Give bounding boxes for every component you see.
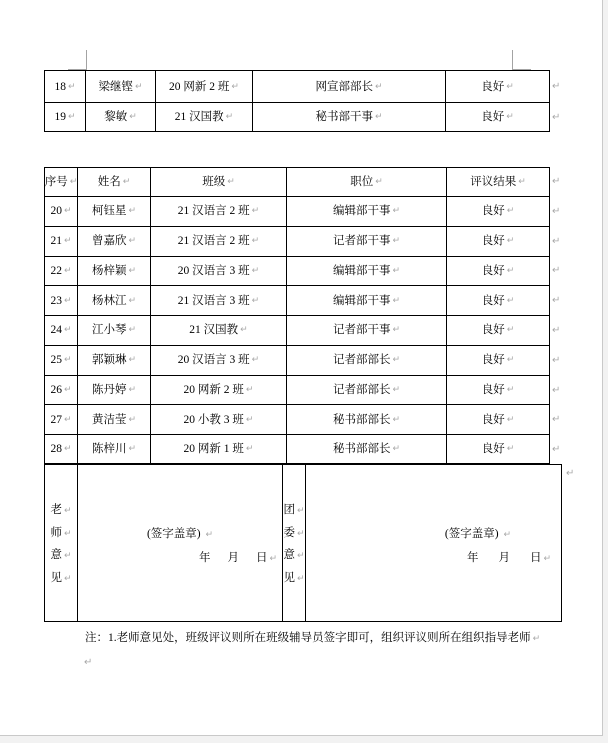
paragraph-mark-icon: ↵ [227, 177, 235, 187]
paragraph-mark-icon: ↵ [296, 506, 305, 516]
paragraph-mark-icon: ↵ [251, 265, 260, 276]
cell-no[interactable] [45, 286, 78, 316]
table-row [45, 257, 549, 287]
header-name-text: 姓名 [97, 176, 121, 188]
paragraph-mark-icon: ↵ [129, 112, 137, 122]
cell-class-text: 20 小教 3 班 [183, 413, 244, 426]
cell-class[interactable] [156, 103, 253, 131]
paragraph-mark-icon: ↵ [543, 554, 551, 564]
date-line [78, 551, 282, 566]
cell-result[interactable] [447, 435, 549, 463]
header-class-text: 班级 [202, 176, 226, 188]
cell-name[interactable] [78, 227, 151, 257]
cell-no-text: 25 [50, 354, 62, 367]
cell-name[interactable] [78, 316, 151, 346]
cell-result[interactable] [447, 316, 549, 346]
cell-result-text: 良好 [481, 324, 505, 337]
cell-class-text: 20 网新 2 班 [183, 383, 244, 396]
cell-name-text: 江小琴 [91, 324, 127, 337]
cell-name-text: 黄洁莹 [91, 413, 127, 426]
cell-position-text: 编辑部干事 [332, 294, 391, 307]
cell-position-text: 编辑部干事 [332, 264, 391, 277]
cell-position[interactable] [287, 227, 447, 257]
table-opinions [44, 464, 562, 622]
cell-no-text: 21 [50, 235, 62, 248]
cell-result[interactable] [447, 376, 549, 406]
cell-position-text: 秘书部部长 [332, 413, 391, 426]
table-row [45, 197, 549, 227]
paragraph-mark-icon: ↵ [63, 528, 72, 539]
teacher-opinion-area[interactable] [78, 465, 283, 621]
paragraph-mark-icon: ↵ [134, 81, 143, 92]
cell-position-text: 记者部部长 [332, 383, 391, 396]
row-end-mark-icon: ↵ [552, 384, 561, 396]
text-boundary-mark-right-icon [512, 50, 531, 70]
note-label: 注：1.老师意见处，班级评议则所在班级辅导员签字即可，组织评议则所在组织指导老师 [85, 632, 531, 644]
table-row [45, 103, 549, 131]
cell-class[interactable] [151, 316, 287, 346]
cell-position[interactable] [287, 435, 447, 463]
cell-name[interactable] [78, 197, 151, 227]
cell-class-text: 21 汉语言 2 班 [177, 205, 250, 218]
paragraph-mark-icon: ↵ [392, 355, 401, 366]
paragraph-mark-icon: ↵ [518, 177, 526, 187]
cell-result[interactable] [446, 103, 549, 131]
paragraph-mark-icon: ↵ [251, 236, 260, 247]
paragraph-mark-icon: ↵ [375, 177, 383, 187]
paragraph-mark-icon: ↵ [63, 551, 72, 561]
cell-name[interactable] [78, 257, 151, 287]
cell-name[interactable] [78, 376, 151, 406]
cell-result[interactable] [447, 405, 549, 435]
paragraph-mark-icon: ↵ [245, 384, 254, 395]
cell-no[interactable] [45, 376, 78, 406]
paragraph-mark-icon: ↵ [63, 325, 72, 336]
paragraph-mark-icon: ↵ [269, 554, 277, 564]
paragraph-mark-icon: ↵ [392, 295, 401, 306]
cell-name[interactable] [78, 286, 151, 316]
cell-position[interactable] [287, 405, 447, 435]
paragraph-mark-icon: ↵ [506, 325, 515, 336]
cell-position[interactable] [287, 197, 447, 227]
paragraph-mark-icon: ↵ [506, 414, 515, 425]
cell-position[interactable] [287, 316, 447, 346]
cell-name-text: 陈梓川 [91, 443, 127, 455]
cell-class-text: 20 汉语言 3 班 [177, 264, 250, 277]
row-end-mark-icon: ↵ [552, 235, 561, 247]
cell-name-text: 曾嘉欣 [91, 235, 127, 248]
cell-name-text: 杨梓颖 [91, 264, 127, 277]
cell-class[interactable] [151, 405, 287, 435]
cell-result[interactable] [446, 71, 549, 103]
cell-no[interactable] [45, 346, 78, 376]
cell-no-text: 22 [50, 264, 62, 277]
cell-class-text: 21 汉语言 2 班 [177, 235, 250, 248]
date-2: 日 [529, 552, 542, 564]
cell-result-text: 良好 [481, 111, 505, 123]
paragraph-mark-icon: ↵ [63, 384, 72, 395]
cell-position[interactable] [287, 346, 447, 376]
cell-result-text: 良好 [481, 383, 505, 396]
paragraph-mark-icon: ↵ [63, 265, 72, 276]
cell-result-text: 良好 [481, 264, 505, 277]
paragraph-mark-icon: ↵ [392, 414, 401, 425]
league-opinion-area[interactable] [306, 465, 561, 621]
row-end-mark-icon: ↵ [552, 414, 561, 426]
paragraph-mark-icon: ↵ [503, 530, 511, 540]
paragraph-mark-icon: ↵ [240, 325, 248, 336]
cell-class-text: 21 汉语言 3 班 [177, 294, 250, 307]
cell-no-text: 24 [50, 324, 62, 337]
table-row [45, 346, 549, 376]
cell-no[interactable] [45, 435, 78, 463]
row-end-mark-icon: ↵ [552, 176, 561, 187]
paragraph-mark-icon: ↵ [392, 325, 401, 336]
paragraph-mark-icon: ↵ [63, 355, 72, 366]
cell-position[interactable] [253, 71, 446, 103]
cell-name[interactable] [78, 435, 151, 463]
cell-result[interactable] [447, 227, 549, 257]
cell-no[interactable] [45, 316, 78, 346]
cell-class[interactable] [151, 346, 287, 376]
header-no[interactable] [45, 168, 78, 197]
league-opinion-label[interactable]: 团 ↵ 委 ↵ 意 ↵ 见 ↵ [283, 465, 306, 621]
cell-no-text: 20 [50, 205, 62, 218]
paragraph-mark-icon: ↵ [296, 528, 305, 539]
paragraph-mark-icon: ↵ [506, 236, 515, 247]
cell-position-text: 秘书部干事 [315, 111, 373, 123]
date-line [306, 551, 561, 566]
cell-class-text: 20 网新 2 班 [169, 80, 230, 93]
paragraph-mark-icon: ↵ [231, 81, 239, 92]
paragraph-mark-icon: ↵ [128, 206, 137, 217]
cell-result[interactable] [447, 257, 549, 287]
row-end-mark-icon: ↵ [552, 354, 561, 366]
row-end-mark-icon: ↵ [552, 295, 561, 307]
paragraph-mark-icon: ↵ [392, 265, 401, 276]
paragraph-mark-icon: ↵ [506, 384, 515, 395]
cell-no-text: 23 [50, 294, 62, 307]
paragraph-mark-icon: ↵ [506, 355, 515, 366]
cell-result-text: 良好 [481, 80, 505, 93]
cell-class[interactable] [151, 227, 287, 257]
row-end-mark-icon: ↵ [566, 468, 575, 479]
row-end-mark-icon: ↵ [552, 325, 561, 336]
cell-name-text: 柯钰星 [91, 205, 127, 218]
paragraph-mark-icon: ↵ [63, 236, 72, 247]
paragraph-mark-icon: ↵ [63, 506, 72, 516]
cell-name-text: 梁继铿 [98, 80, 133, 93]
sign-seal-line: (签字盖章) ↵ [146, 528, 214, 540]
sign-seal-line: (签字盖章) ↵ [444, 528, 511, 540]
cell-class[interactable] [151, 197, 287, 227]
row-end-mark-icon: ↵ [552, 444, 561, 456]
paragraph-mark-icon: ↵ [374, 81, 383, 92]
paragraph-mark-icon: ↵ [128, 265, 137, 276]
cell-name[interactable] [86, 103, 156, 131]
cell-class[interactable] [151, 257, 287, 287]
paragraph-mark-icon: ↵ [506, 265, 515, 276]
row-end-mark-icon: ↵ [552, 80, 561, 92]
cell-name-text: 郭颖琳 [91, 354, 127, 367]
date-0: 年 [198, 552, 211, 564]
paragraph-mark-icon: ↵ [506, 444, 515, 454]
paragraph-mark-icon: ↵ [296, 551, 305, 561]
cell-position-text: 网宣部部长 [315, 80, 373, 93]
paragraph-mark-icon: ↵ [67, 112, 76, 122]
paragraph-mark-icon: ↵ [128, 414, 137, 425]
cell-name-text: 黎敏 [104, 111, 128, 123]
paragraph-mark-icon: ↵ [392, 444, 401, 454]
paragraph-mark-icon: ↵ [128, 444, 137, 454]
cell-class-text: 21 汉国教 [174, 111, 224, 123]
paragraph-mark-icon: ↵ [392, 236, 401, 247]
header-result[interactable] [447, 168, 549, 197]
cell-no[interactable] [45, 257, 78, 287]
cell-position[interactable] [287, 286, 447, 316]
cell-no-text: 26 [50, 383, 62, 396]
table-row [45, 405, 549, 435]
cell-no-text: 18 [54, 80, 66, 93]
cell-no[interactable] [45, 227, 78, 257]
cell-name-text: 陈丹婷 [91, 383, 127, 396]
date-1: 月 [227, 552, 239, 564]
paragraph-mark-icon: ↵ [205, 530, 214, 540]
paragraph-mark-icon: ↵ [251, 355, 260, 366]
header-position-text: 职位 [350, 176, 374, 188]
header-result-text: 评议结果 [470, 176, 517, 188]
paragraph-mark-icon: ↵ [392, 206, 401, 217]
paragraph-mark-icon: ↵ [251, 206, 260, 217]
header-no-text: 序号 [44, 176, 68, 188]
paragraph-mark-icon: ↵ [63, 414, 72, 425]
paragraph-mark-icon: ↵ [84, 657, 93, 668]
note-text[interactable] [85, 629, 540, 645]
paragraph-mark-icon: ↵ [245, 414, 254, 425]
table-row [45, 376, 549, 406]
table-evaluation-main [44, 167, 550, 464]
paragraph-mark-icon: ↵ [128, 295, 137, 306]
cell-name[interactable] [78, 405, 151, 435]
cell-result[interactable] [447, 286, 549, 316]
paragraph-mark-icon: ↵ [506, 112, 514, 122]
date-1: 月 [498, 552, 510, 564]
header-class[interactable] [151, 168, 287, 197]
paragraph-mark-icon: ↵ [128, 325, 137, 336]
date-2: 日 [255, 552, 268, 564]
cell-result-text: 良好 [481, 235, 505, 248]
opinions-row [45, 465, 561, 621]
paragraph-mark-icon: ↵ [374, 112, 383, 122]
paragraph-mark-icon: ↵ [128, 236, 137, 247]
cell-class[interactable] [151, 376, 287, 406]
cell-position[interactable] [287, 257, 447, 287]
table-row [45, 286, 549, 316]
table-row [45, 71, 549, 103]
table-row [45, 316, 549, 346]
cell-no-text: 27 [50, 413, 62, 426]
header-name[interactable] [78, 168, 151, 197]
cell-class-text: 20 汉语言 3 班 [177, 354, 250, 367]
paragraph-mark-icon: ↵ [63, 444, 72, 454]
paragraph-mark-icon: ↵ [506, 206, 515, 217]
row-end-mark-icon: ↵ [552, 205, 561, 217]
cell-result-text: 良好 [481, 294, 505, 307]
cell-no[interactable] [45, 103, 86, 131]
cell-result-text: 良好 [481, 443, 505, 455]
cell-no[interactable] [45, 405, 78, 435]
row-end-mark-icon: ↵ [552, 265, 561, 277]
paragraph-mark-icon: ↵ [63, 206, 72, 217]
paragraph-mark-icon: ↵ [128, 355, 137, 366]
cell-position[interactable] [287, 376, 447, 406]
row-end-mark-icon: ↵ [552, 112, 561, 123]
cell-result-text: 良好 [481, 205, 505, 218]
paragraph-mark-icon: ↵ [128, 384, 137, 395]
paragraph-mark-icon: ↵ [122, 177, 131, 187]
cell-class[interactable] [156, 71, 253, 103]
paragraph-mark-icon: ↵ [63, 573, 72, 584]
cell-position-text: 秘书部部长 [332, 443, 391, 455]
cell-result[interactable] [447, 346, 549, 376]
cell-position-text: 记者部干事 [332, 235, 391, 248]
cell-result[interactable] [447, 197, 549, 227]
paragraph-mark-icon: ↵ [296, 573, 305, 584]
cell-class[interactable] [151, 435, 287, 463]
paragraph-mark-icon: ↵ [392, 384, 401, 395]
paragraph-mark-icon: ↵ [245, 444, 254, 454]
paragraph-mark-icon: ↵ [506, 81, 514, 92]
table-continuation-rows [44, 70, 550, 132]
cell-no[interactable] [45, 197, 78, 227]
cell-position[interactable] [253, 103, 446, 131]
paragraph-mark-icon: ↵ [69, 177, 78, 187]
teacher-opinion-label[interactable]: 老 ↵ 师 ↵ 意 ↵ 见 ↵ [45, 465, 78, 621]
table-header-row [45, 168, 549, 197]
table-row [45, 227, 549, 257]
cell-name[interactable] [86, 71, 156, 103]
cell-class-text: 20 网新 1 班 [183, 443, 244, 455]
cell-name[interactable] [78, 346, 151, 376]
cell-no[interactable] [45, 71, 86, 103]
date-0: 年 [466, 552, 479, 564]
text-boundary-mark-left-icon [68, 50, 87, 70]
cell-result-text: 良好 [481, 413, 505, 426]
paragraph-mark-icon: ↵ [67, 81, 76, 92]
cell-no-text: 28 [50, 443, 62, 455]
cell-class[interactable] [151, 286, 287, 316]
paragraph-mark-icon: ↵ [506, 295, 515, 306]
paragraph-mark-icon: ↵ [532, 634, 541, 644]
cell-position-text: 记者部干事 [332, 324, 391, 337]
cell-result-text: 良好 [481, 354, 505, 367]
cell-name-text: 杨林江 [91, 294, 127, 307]
cell-class-text: 21 汉国教 [189, 324, 239, 337]
cell-no-text: 19 [54, 111, 66, 123]
cell-position-text: 记者部部长 [332, 354, 391, 367]
paragraph-mark-icon: ↵ [225, 112, 234, 122]
paragraph-mark-icon: ↵ [63, 295, 72, 306]
header-position[interactable] [287, 168, 447, 197]
table-row [45, 435, 549, 463]
paragraph-mark-icon: ↵ [251, 295, 260, 306]
cell-position-text: 编辑部干事 [332, 205, 391, 218]
